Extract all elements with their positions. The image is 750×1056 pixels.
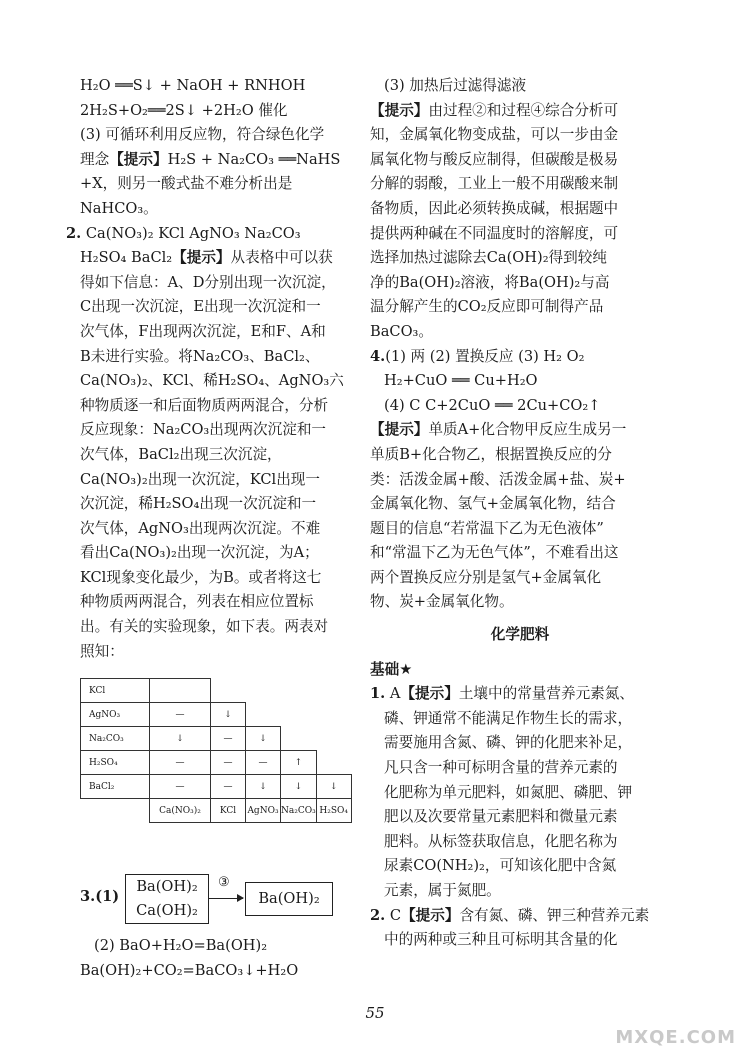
question-2-line — [66, 222, 355, 247]
cell: ↓ — [150, 727, 211, 751]
text-line — [370, 418, 670, 443]
hint-label: 【提示】 — [401, 906, 460, 924]
cell: — — [211, 751, 246, 775]
row-label: AgNO₃ — [81, 703, 150, 727]
subsection-title: 基础★ — [370, 660, 413, 678]
text-line: 提供两种碱在不同温度时的溶解度，可 — [370, 224, 619, 242]
text-line: (3) 可循环利用反应物，符合绿色化学 — [80, 126, 325, 144]
section-title: 化学肥料 — [490, 626, 550, 644]
reaction-table — [80, 678, 352, 823]
watermark: MXQE.COM — [615, 1027, 736, 1048]
text-line: 种物质逐一和后面物质两两混合，分析 — [80, 396, 329, 414]
text-line: Ca(NO₃)₂出现一次沉淀，KCl出现一 — [80, 470, 320, 488]
question-number: 2. — [370, 906, 386, 924]
text-line: Ca(NO₃)₂、KCl、稀H₂SO₄、AgNO₃六 — [80, 372, 344, 390]
text-line: 属氧化物与酸反应制得，但碳酸是极易 — [370, 150, 619, 168]
formula: Ba(OH)₂ — [136, 878, 198, 895]
question-number: 3.(1) — [80, 888, 120, 905]
cell: ↑ — [281, 751, 317, 775]
text-line: 出。有关的实验现象，如下表。两表对 — [80, 618, 329, 636]
hint-label: 【提示】 — [370, 421, 429, 439]
text-line: 尿素CO(NH₂)₂，可知该化肥中含氮 — [384, 857, 617, 875]
text-line: 看出Ca(NO₃)₂出现一次沉淀，为A； — [80, 544, 319, 562]
text: A — [389, 685, 401, 703]
cell — [281, 727, 317, 751]
text-line: 题目的信息“若常温下乙为无色液体” — [370, 519, 604, 537]
text: H₂S + Na₂CO₃ ══NaHS — [167, 150, 341, 168]
question-number: 2. — [66, 224, 82, 242]
text-line: 肥料。从标签获取信息，化肥名称为 — [384, 832, 618, 850]
reactant-box — [125, 874, 209, 924]
answer-2-line — [370, 904, 670, 929]
cell — [246, 703, 281, 727]
text: 含有氮、磷、钾三种营养元素 — [459, 906, 650, 924]
text-line: 得如下信息：A、D分别出现一次沉淀， — [80, 273, 336, 291]
text-line: 种物质两两混合，列表在相应位置标 — [80, 593, 314, 611]
cell: ↓ — [246, 775, 281, 799]
cell: ↓ — [246, 727, 281, 751]
text-line: 化肥称为单元肥料，如氮肥、磷肥、钾 — [384, 783, 633, 801]
question-number: 1. — [370, 685, 386, 703]
text-line: B未进行实验。将Na₂CO₃、BaCl₂、 — [80, 347, 320, 365]
cell: ↓ — [281, 775, 317, 799]
text-line: 类：活泼金属+酸、活泼金属+盐、炭+ — [370, 470, 626, 488]
row-label: KCl — [81, 679, 150, 703]
text: 由过程②和过程④综合分析可 — [428, 101, 619, 119]
page-number: 55 — [365, 1004, 385, 1022]
text-line: NaHCO₃。 — [80, 199, 158, 217]
question-number: 4. — [370, 347, 386, 365]
cell: — — [211, 727, 246, 751]
text-line: BaCO₃。 — [370, 322, 433, 340]
text: Ca(NO₃)₂ KCl AgNO₃ Na₂CO₃ — [85, 224, 301, 242]
left-column — [66, 74, 355, 664]
text-line: H₂O ══S↓ + NaOH + RNHOH — [80, 77, 306, 94]
cell — [211, 679, 246, 703]
text-line: 凡只含一种可标明含量的营养元素的 — [384, 759, 618, 777]
text-line: 分解的弱酸，工业上一般不用碳酸来制 — [370, 175, 619, 193]
text: 单质A+化合物甲反应生成另一 — [428, 421, 627, 439]
text: (1) 两 (2) 置换反应 (3) H₂ O₂ — [385, 347, 585, 365]
text-line: 肥以及次要常量元素肥料和微量元素 — [384, 808, 618, 826]
row-label: BaCl₂ — [81, 775, 150, 799]
text-line: 次气体，F出现两次沉淀，E和F、A和 — [80, 322, 326, 340]
text-line: +X，则另一酸式盐不难分析出是 — [80, 175, 293, 193]
cell: — — [150, 775, 211, 799]
col-label: KCl — [211, 799, 246, 823]
col-label: Ca(NO₃)₂ — [150, 799, 211, 823]
right-column — [370, 74, 670, 953]
cell — [316, 679, 351, 703]
col-label: Na₂CO₃ — [281, 799, 317, 823]
text-line: 次沉淀，稀H₂SO₄出现一次沉淀和一 — [80, 495, 317, 513]
text-line: Ba(OH)₂+CO₂=BaCO₃↓+H₂O — [80, 961, 299, 979]
text-line: 选择加热过滤除去Ca(OH)₂得到较纯 — [370, 249, 607, 267]
text-line: 磷、钾通常不能满足作物生长的需求， — [384, 709, 633, 727]
arrow-icon — [209, 898, 243, 899]
equation-line: (4) C C+2CuO ══ 2Cu+CO₂↑ — [384, 396, 601, 414]
text: H₂SO₄ BaCl₂ — [80, 249, 173, 267]
row-label: Na₂CO₃ — [81, 727, 150, 751]
answer-1-line — [370, 682, 670, 707]
cell: — — [211, 775, 246, 799]
equation-line: H₂+CuO ══ Cu+H₂O — [384, 372, 538, 390]
col-label: H₂SO₄ — [316, 799, 351, 823]
text-line: 次气体，AgNO₃出现两次沉淀。不难 — [80, 519, 321, 537]
cell — [281, 703, 317, 727]
hint-label: 【提示】 — [400, 685, 459, 703]
text-line: 净的Ba(OH)₂溶液，将Ba(OH)₂与高 — [370, 273, 610, 291]
formula: Ca(OH)₂ — [136, 902, 198, 919]
product-box: Ba(OH)₂ — [245, 882, 333, 916]
text-line: 次气体，BaCl₂出现三次沉淀， — [80, 445, 282, 463]
question-3-label — [80, 888, 119, 905]
text-line: KCl现象变化最少，为B。或者将这七 — [80, 568, 322, 586]
text-line: (2) BaO+H₂O=Ba(OH)₂ — [94, 937, 268, 954]
text-line: 需要施用含氮、磷、钾的化肥来补足， — [384, 734, 633, 752]
text-line: (3) 加热后过滤得滤液 — [384, 77, 527, 94]
text-line: 金属氧化物、氢气+金属氧化物，结合 — [370, 495, 616, 513]
text-line: 温分解产生的CO₂反应即可制得产品 — [370, 298, 604, 316]
cell: — — [150, 751, 211, 775]
hint-label: 【提示】 — [109, 150, 168, 168]
cell: — — [246, 751, 281, 775]
text-line: C出现一次沉淀，E出现一次沉淀和一 — [80, 298, 321, 316]
text: C — [389, 906, 402, 924]
text-line: 单质B+化合物乙，根据置换反应的分 — [370, 445, 612, 463]
text-line: 照知： — [80, 642, 124, 660]
text-line: 和“常温下乙为无色气体”，不难看出这 — [370, 544, 619, 562]
text-line: 2H₂S+O₂══2S↓ +2H₂O 催化 — [80, 101, 288, 119]
cell: ↓ — [316, 775, 351, 799]
cell — [150, 679, 211, 703]
text-line — [370, 99, 670, 124]
text-line: 物、炭+金属氧化物。 — [370, 593, 514, 611]
step-circle: ③ — [218, 875, 230, 890]
text: 从表格中可以获 — [230, 249, 333, 267]
text-line: 备物质，因此必须转换成碱，根据题中 — [370, 199, 619, 217]
cell: — — [150, 703, 211, 727]
question-4-line — [370, 345, 670, 370]
cell — [316, 727, 351, 751]
text-line — [80, 246, 355, 271]
text-line: 元素，属于氮肥。 — [384, 882, 501, 899]
text-line: 中的两种或三种且可标明其含量的化 — [384, 931, 618, 949]
cell — [316, 703, 351, 727]
text-line: 知，金属氧化物变成盐，可以一步由金 — [370, 126, 619, 144]
hint-label: 【提示】 — [172, 249, 231, 267]
text: 土壤中的常量营养元素氮、 — [458, 685, 634, 703]
cell — [316, 751, 351, 775]
text: 理念 — [80, 150, 110, 168]
cell — [81, 799, 150, 823]
cell — [281, 679, 317, 703]
col-label: AgNO₃ — [246, 799, 281, 823]
hint-label: 【提示】 — [370, 101, 429, 119]
text-line: 两个置换反应分别是氢气+金属氧化 — [370, 568, 602, 586]
text-line: 反应现象：Na₂CO₃出现两次沉淀和一 — [80, 421, 327, 439]
row-label: H₂SO₄ — [81, 751, 150, 775]
q3-equations — [80, 934, 298, 983]
cell — [246, 679, 281, 703]
cell: ↓ — [211, 703, 246, 727]
text-line — [80, 148, 355, 173]
